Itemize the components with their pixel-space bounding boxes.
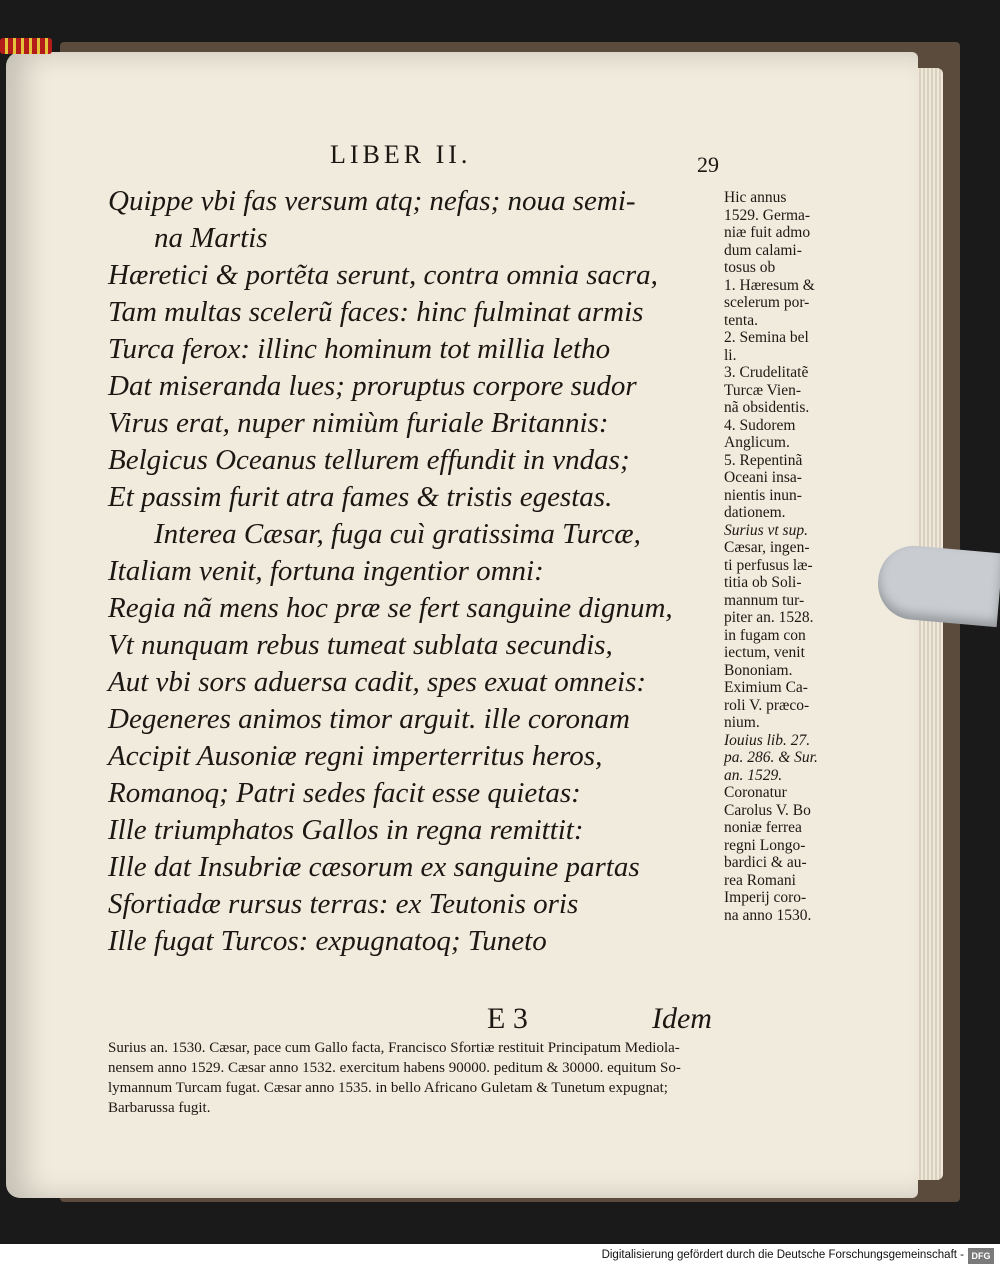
verse-line: Italiam venit, fortuna ingentior omni:: [108, 555, 544, 587]
verse-line: Degeneres animos timor arguit. ille coronam: [108, 703, 630, 735]
margin-note-line: li.: [724, 346, 737, 364]
margin-note-line: Coronatur: [724, 784, 787, 801]
margin-note-line: Anglicum.: [724, 434, 790, 451]
margin-note-line: Eximium Ca-: [724, 679, 808, 696]
margin-note-line: na anno 1530.: [724, 906, 812, 924]
margin-notes: [724, 189, 844, 924]
margin-note-line: tosus ob: [724, 259, 776, 276]
margin-note-line: in fugam con: [724, 626, 806, 644]
margin-note-line: bardici & au-: [724, 854, 807, 871]
verse-line: Turca ferox: illinc hominum tot millia letho: [108, 333, 611, 365]
margin-note-line: regni Longo-: [724, 836, 806, 854]
margin-note-line: 2. Semina bel: [724, 329, 809, 346]
verse-block: [108, 183, 728, 960]
margin-note-line: roli V. præco-: [724, 696, 810, 714]
page-number: 29: [697, 152, 719, 177]
running-title: LIBER II.: [330, 140, 472, 169]
margin-note-line: Cæsar, ingen-: [724, 539, 810, 556]
verse-line: Tam multas scelerũ faces: hinc fulminat armis: [108, 296, 644, 328]
verse-line: Virus erat, nuper nimiùm furiale Britannis:: [108, 407, 609, 439]
footnote-line: lymannum Turcam fugat. Cæsar anno 1535. in bello Africano Guletam & Tunetum expugnat;: [108, 1080, 668, 1096]
margin-note-line: mannum tur-: [724, 591, 805, 609]
verse-line: na Martis: [154, 222, 268, 254]
margin-note-line: nium.: [724, 714, 760, 731]
margin-note-line: 4. Sudorem: [724, 416, 796, 434]
margin-note-line: Imperij coro-: [724, 889, 807, 906]
footnote-line: nensem anno 1529. Cæsar anno 1532. exercitum habens 90000. peditum & 30000. equitum So-: [108, 1060, 681, 1076]
margin-note-line: dum calami-: [724, 241, 802, 259]
margin-note-line: Surius vt sup.: [724, 521, 808, 539]
verse-line: Accipit Ausoniæ regni imperterritus heros,: [108, 740, 603, 772]
verse-line: Vt nunquam rebus tumeat sublata secundis,: [108, 629, 613, 661]
verse-line: Ille fugat Turcos: expugnatoq; Tuneto: [108, 925, 547, 957]
margin-note-line: Turcæ Vien-: [724, 381, 802, 399]
verse-line: Romanoq; Patri sedes facit esse quietas:: [108, 777, 581, 809]
margin-note-line: niæ fuit admo: [724, 224, 811, 241]
verse-line: Et passim furit atra fames & tristis egestas.: [108, 481, 613, 513]
margin-note-line: Hic annus: [724, 189, 787, 206]
bookmark-ribbon: [0, 38, 52, 54]
verse-line: Ille dat Insubriæ cæsorum ex sanguine partas: [108, 851, 640, 883]
verse-line: Quippe vbi fas versum atq; nefas; noua semi-: [108, 185, 636, 217]
margin-note-line: piter an. 1528.: [724, 609, 814, 626]
funding-credit: Digitalisierung gefördert durch die Deutsche Forschungsgemeinschaft -: [601, 1249, 964, 1261]
margin-note-line: 1529. Germa-: [724, 206, 811, 224]
margin-note-line: iectum, venit: [724, 644, 805, 661]
margin-note-line: rea Romani: [724, 871, 796, 889]
verse-line: Dat miseranda lues; proruptus corpore sudor: [108, 370, 637, 402]
verse-line: Hæretici & portẽta serunt, contra omnia sacra,: [108, 259, 658, 291]
margin-note-line: tenta.: [724, 311, 758, 329]
margin-note-line: 5. Repentinã: [724, 451, 803, 469]
footer-bar: [0, 1244, 1000, 1269]
dfg-logo: DFG: [968, 1248, 994, 1264]
verse-line: Interea Cæsar, fuga cuì gratissima Turcæ,: [154, 518, 641, 550]
catchword: Idem: [652, 1002, 712, 1035]
footnote-line: Barbarussa fugit.: [108, 1100, 211, 1116]
margin-note-line: 3. Crudelitatẽ: [724, 364, 809, 381]
verse-line: Ille triumphatos Gallos in regna remittit:: [108, 814, 584, 846]
verse-line: Sfortiadæ rursus terras: ex Teutonis oris: [108, 888, 579, 920]
margin-note-line: Iouius lib. 27.: [724, 731, 811, 749]
verse-line: Belgicus Oceanus tellurem effundit in vndas;: [108, 444, 630, 476]
footnote-block: [108, 1038, 838, 1118]
verse-line: Regia nã mens hoc præ se fert sanguine dignum,: [108, 592, 673, 624]
margin-note-line: nientis inun-: [724, 486, 802, 504]
margin-note-line: an. 1529.: [724, 766, 783, 784]
margin-note-line: pa. 286. & Sur.: [724, 749, 818, 766]
margin-note-line: Carolus V. Bo: [724, 801, 811, 819]
margin-note-line: ti perfusus læ-: [724, 556, 813, 574]
margin-note-line: Bononiam.: [724, 661, 793, 679]
margin-note-line: Oceani insa-: [724, 469, 802, 486]
margin-note-line: titia ob Soli-: [724, 574, 802, 591]
margin-note-line: 1. Hæresum &: [724, 276, 815, 294]
margin-note-line: scelerum por-: [724, 294, 810, 311]
margin-note-line: dationem.: [724, 504, 786, 521]
signature-mark: E 3: [487, 1002, 528, 1035]
margin-note-line: noniæ ferrea: [724, 819, 802, 836]
margin-note-line: nã obsidentis.: [724, 399, 810, 416]
verse-line: Aut vbi sors aduersa cadit, spes exuat omneis:: [108, 666, 647, 698]
footnote-line: Surius an. 1530. Cæsar, pace cum Gallo facta, Francisco Sfortiæ restituit Principatum Mediola-: [108, 1040, 680, 1056]
